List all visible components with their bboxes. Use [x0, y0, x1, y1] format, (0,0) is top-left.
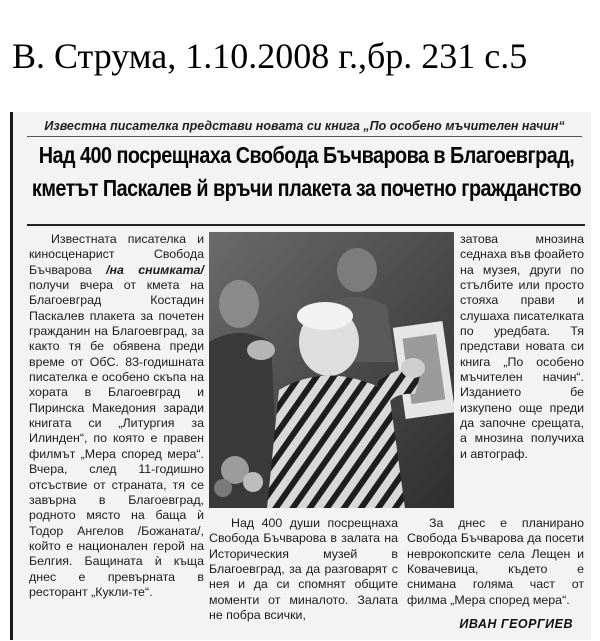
article-paragraph: [29, 232, 204, 600]
photo-reference: /на снимката/: [106, 262, 204, 277]
photo-illustration: [209, 232, 454, 508]
article-byline: ИВАН ГЕОРГИЕВ: [459, 617, 573, 631]
article-paragraph: За днес е планирано Свобода Бъчварова да посети неврокопските села Лещен и Ковачевица, където е снимана голяма част от филма „Мера според мера“.: [407, 516, 584, 607]
article-headline-line-2: кметът Паскалев й връчи плакета за почетно гражданство: [31, 175, 582, 201]
article-photo: [209, 232, 454, 508]
article-paragraph: затова мнозина седнаха във фоайето на музея, други по стълбите или просто стояха прави и слушаха писателката по уредбата. Тя представи новата си книга „По особено мъчителен начин“. Изданието бе изкупено още преди да започне срещата, а мнозина получиха и автограф.: [460, 232, 584, 461]
article-column-middle: [209, 516, 398, 623]
article-column-right: [460, 232, 584, 462]
article-headline-line-1: Над 400 посрещнаха Свобода Бъчварова в Благоевград,: [38, 142, 575, 168]
headline-divider: [27, 224, 585, 226]
newspaper-clipping: [10, 112, 591, 640]
article-column-right-lower: [407, 516, 584, 608]
article-paragraph: Над 400 души посрещнаха Свобода Бъчварова в залата на Историческия музей в Благоевград, за да разговарят с нея и да си спомнят общите моменти от миналото. Залата не побра всички,: [209, 516, 398, 623]
article-kicker: Известна писателка представи новата си книга „По особено мъчителен начин“: [27, 116, 582, 137]
paragraph-text: получи вчера от кмета на Благоевград Костадин Паскалев плакета за почетен гражданин на Благоевград, за както тя бе обявена преди време от ОбС. 83-годишната писателка е особено скъпа на хората в Благоевград и Пиринска Македония заради книгата си „Литургия за Илинден“, по която е правен филмът „Мера според мера“. Вчера, след 11-годишно отсъствие от страната, тя се завърна в Благоевград, родното място на баща ѝ Тодор Ангелов /Божаната/, който е национален герой на Белгия. Бащината ѝ къща днес е превърната в ресторант „Кукли-те“.: [29, 278, 204, 599]
source-citation: В. Струма, 1.10.2008 г.,бр. 231 с.5: [12, 36, 528, 76]
article-column-left: [29, 232, 204, 600]
paragraph-text: Известната писателка и киносценарист Свобода Бъчварова: [29, 232, 204, 277]
